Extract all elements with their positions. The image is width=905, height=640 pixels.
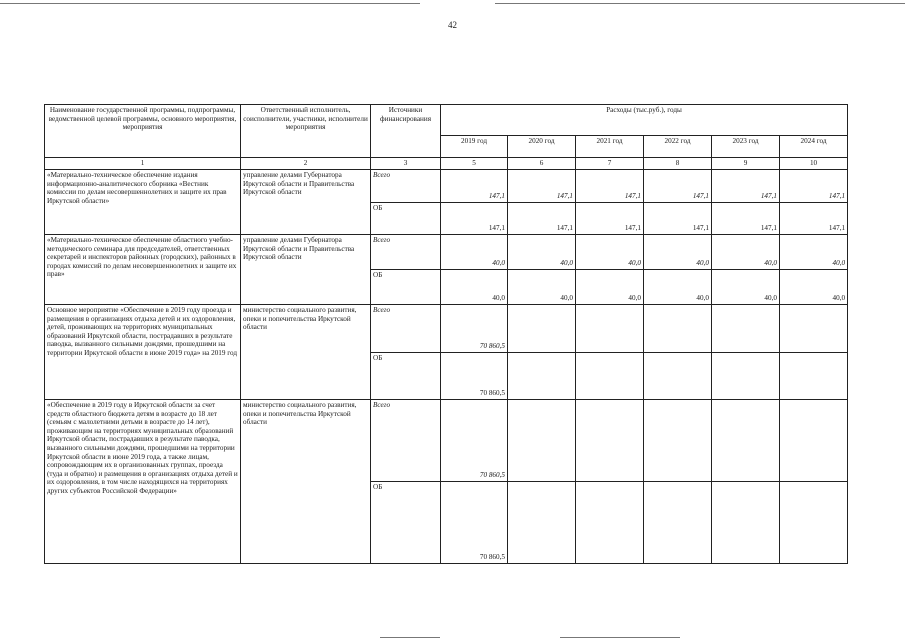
table-row-total xyxy=(45,170,848,203)
activity-name: Основное мероприятие «Обеспечение в 2019 году проезда и размещения в организациях отдыха детей и их оздоровления, детей, проживающих на территориях муниципальных образований Иркутской области, пострадавших в результате паводка, вызванного сильными дождями, прошедшими на территории Иркутской области в июне 2019 года» на 2019 год xyxy=(45,305,241,400)
column-number: 9 xyxy=(712,158,780,170)
column-number: 10 xyxy=(780,158,848,170)
ob-value xyxy=(508,353,576,400)
header-executor-column: Ответственный исполнитель, соисполнители, участники, исполнители мероприятия xyxy=(241,105,371,158)
table-row-total xyxy=(45,305,848,353)
table-row-total xyxy=(45,235,848,270)
column-number: 7 xyxy=(576,158,644,170)
ob-value: 147,1 xyxy=(508,203,576,235)
activity-name: «Материально-техническое обеспечение издания информационно-аналитического сборника «Вестник комиссии по делам несовершеннолетних и защите их прав Иркутской области» xyxy=(45,170,241,235)
activity-executor: министерство социального развития, опеки и попечительства Иркутской области xyxy=(241,305,371,400)
ob-value: 40,0 xyxy=(712,270,780,305)
source-ob-label: ОБ xyxy=(371,353,441,400)
total-value: 70 860,5 xyxy=(441,305,508,353)
scan-artifact-top-right xyxy=(495,3,905,4)
total-value xyxy=(508,400,576,482)
total-value xyxy=(644,305,712,353)
header-year: 2020 год xyxy=(508,136,576,158)
ob-value: 147,1 xyxy=(712,203,780,235)
activity-name: «Обеспечение в 2019 году в Иркутской области за счет средств областного бюджета детям в возрасте до 18 лет (семьям с малолетними детьми в возрасте до 14 лет), проживающим на территориях муниципальных образований Иркутской области, пострадавших в результате паводка, вызванного сильными дождями, прошедшими на территории Иркутской области в июне 2019 года, а также лицам, сопровождающим их в организованных группах, проезда (туда и обратно) и размещения в организациях отдыха детей и их оздоровления, в том числе находящихся на территориях других субъектов Российской Федерации» xyxy=(45,400,241,564)
ob-value: 70 860,5 xyxy=(441,353,508,400)
header-year: 2022 год xyxy=(644,136,712,158)
source-total-label: Всего xyxy=(371,235,441,270)
source-total-label: Всего xyxy=(371,170,441,203)
header-year: 2024 год xyxy=(780,136,848,158)
source-total-label: Всего xyxy=(371,400,441,482)
source-ob-label: ОБ xyxy=(371,270,441,305)
ob-value: 147,1 xyxy=(576,203,644,235)
ob-value: 70 860,5 xyxy=(441,482,508,564)
column-number: 1 xyxy=(45,158,241,170)
ob-value xyxy=(508,482,576,564)
column-number: 3 xyxy=(371,158,441,170)
header-year: 2019 год xyxy=(441,136,508,158)
total-value xyxy=(644,400,712,482)
total-value: 40,0 xyxy=(712,235,780,270)
activity-name: «Материально-техническое обеспечение областного учебно-методического семинара для председателей, ответственных секретарей и инспекторов районных (городских), районных в городах комиссий по делам несовершеннолетних и защите их прав» xyxy=(45,235,241,305)
total-value xyxy=(780,400,848,482)
ob-value xyxy=(576,482,644,564)
ob-value xyxy=(644,353,712,400)
total-value xyxy=(712,305,780,353)
total-value: 147,1 xyxy=(712,170,780,203)
column-number: 8 xyxy=(644,158,712,170)
column-number: 6 xyxy=(508,158,576,170)
table-row-total xyxy=(45,400,848,482)
header-name-column: Наименование государственной программы, подпрограммы, ведомственной целевой программы, основного мероприятия, мероприятия xyxy=(45,105,241,158)
ob-value xyxy=(780,353,848,400)
total-value xyxy=(712,400,780,482)
total-value: 147,1 xyxy=(780,170,848,203)
source-ob-label: ОБ xyxy=(371,203,441,235)
activity-executor: управление делами Губернатора Иркутской области и Правительства Иркутской области xyxy=(241,235,371,305)
ob-value: 40,0 xyxy=(780,270,848,305)
total-value: 70 860,5 xyxy=(441,400,508,482)
ob-value xyxy=(712,482,780,564)
column-number: 2 xyxy=(241,158,371,170)
activity-executor: министерство социального развития, опеки и попечительства Иркутской области xyxy=(241,400,371,564)
scan-artifact-top xyxy=(0,3,420,4)
total-value: 147,1 xyxy=(576,170,644,203)
total-value: 40,0 xyxy=(644,235,712,270)
total-value xyxy=(780,305,848,353)
total-value xyxy=(576,305,644,353)
ob-value: 40,0 xyxy=(441,270,508,305)
header-year: 2021 год xyxy=(576,136,644,158)
ob-value: 147,1 xyxy=(780,203,848,235)
ob-value: 40,0 xyxy=(508,270,576,305)
total-value: 40,0 xyxy=(508,235,576,270)
column-number: 5 xyxy=(441,158,508,170)
header-year: 2023 год xyxy=(712,136,780,158)
page-number: 42 xyxy=(448,20,457,30)
ob-value: 40,0 xyxy=(644,270,712,305)
ob-value xyxy=(780,482,848,564)
total-value: 40,0 xyxy=(441,235,508,270)
column-number-row xyxy=(45,158,848,170)
scan-artifact-bottom xyxy=(380,637,440,638)
total-value: 147,1 xyxy=(508,170,576,203)
total-value: 147,1 xyxy=(441,170,508,203)
ob-value: 147,1 xyxy=(441,203,508,235)
activity-executor: управление делами Губернатора Иркутской области и Правительства Иркутской области xyxy=(241,170,371,235)
scan-artifact-bottom-right xyxy=(560,637,680,638)
header-source-column: Источники финансирования xyxy=(371,105,441,158)
header-expenses: Расходы (тыс.руб.), годы xyxy=(441,105,848,136)
ob-value xyxy=(576,353,644,400)
total-value: 40,0 xyxy=(576,235,644,270)
total-value xyxy=(576,400,644,482)
source-total-label: Всего xyxy=(371,305,441,353)
total-value: 40,0 xyxy=(780,235,848,270)
budget-table xyxy=(44,104,848,564)
source-ob-label: ОБ xyxy=(371,482,441,564)
total-value xyxy=(508,305,576,353)
ob-value: 147,1 xyxy=(644,203,712,235)
total-value: 147,1 xyxy=(644,170,712,203)
ob-value: 40,0 xyxy=(576,270,644,305)
ob-value xyxy=(712,353,780,400)
ob-value xyxy=(644,482,712,564)
